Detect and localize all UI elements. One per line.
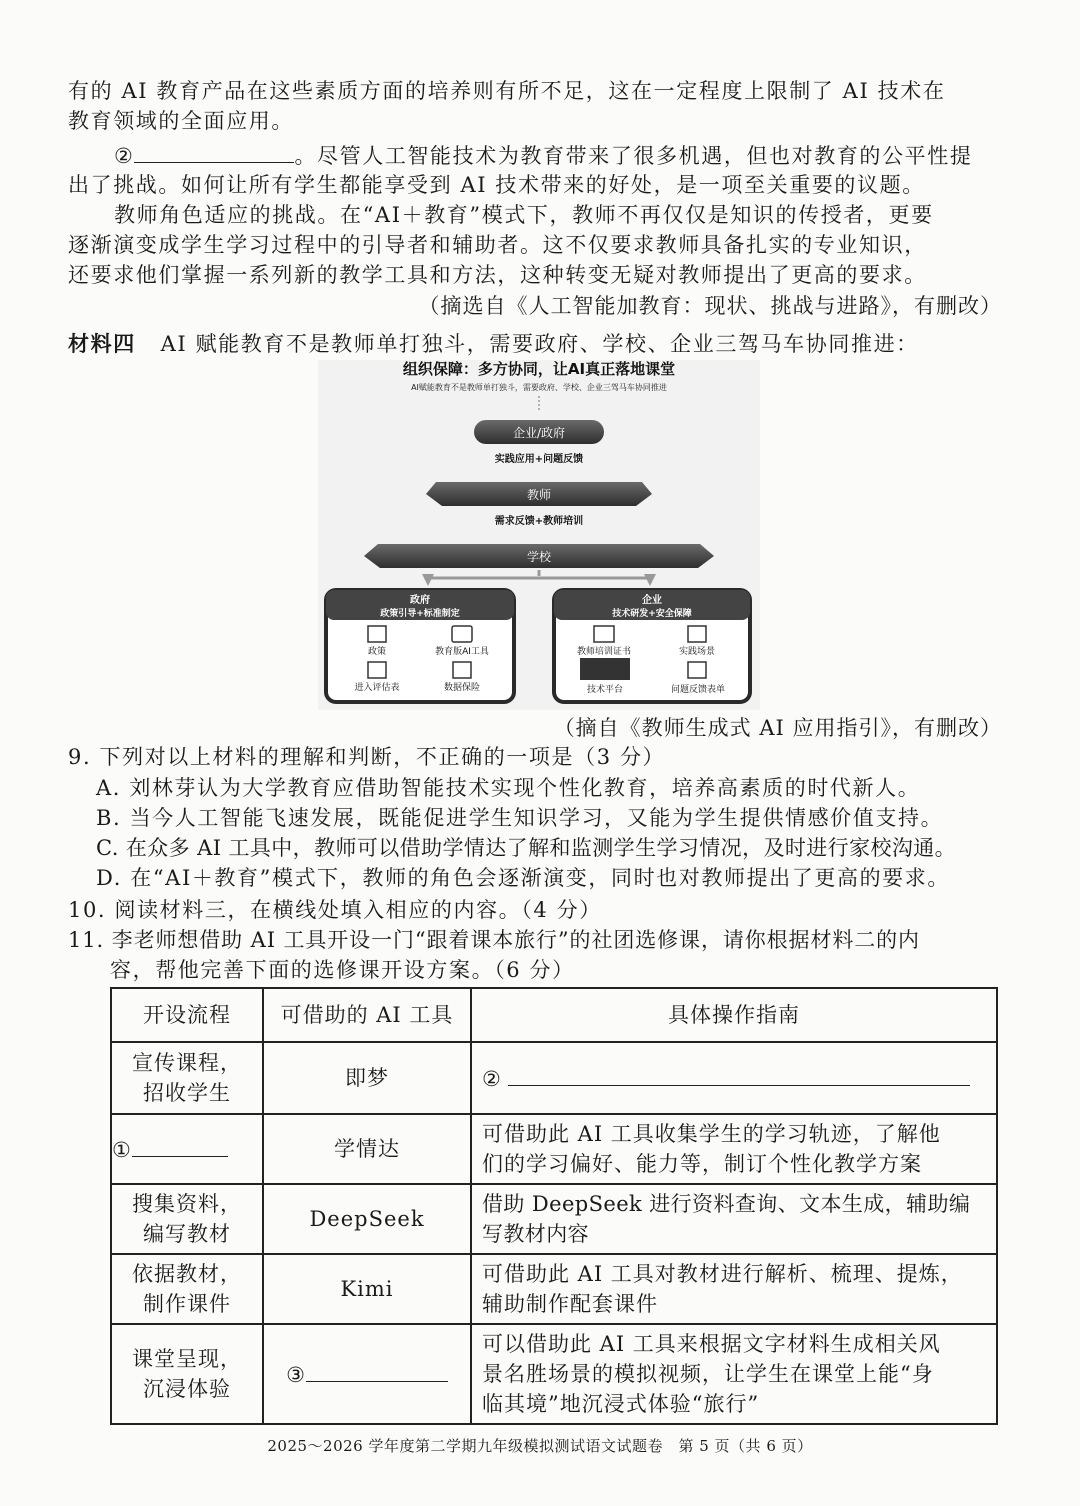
blank-mark-2: ② xyxy=(482,1066,502,1091)
material3-blank-paragraph xyxy=(114,140,1004,171)
row4-guide-b: 辅助制作配套课件 xyxy=(482,1292,658,1316)
ent-item-2: 技术平台 xyxy=(586,685,624,695)
row1-guide xyxy=(471,1042,997,1114)
gov-title: 政府 xyxy=(410,595,430,606)
material3-line2: 教育领域的全面应用。 xyxy=(68,109,294,133)
material3-p2-text: 。尽管人工智能技术为教育带来了很多机遇，但也对教育的公平性提 xyxy=(294,144,973,168)
ent-subtitle: 技术研发+安全保障 xyxy=(612,609,692,619)
table-header-row xyxy=(111,988,997,1042)
answer-blank-3[interactable] xyxy=(306,1359,448,1382)
tier2-label: 教师 xyxy=(526,488,552,502)
row5-guide-b: 景名胜场景的模拟视频，让学生在课堂上能“身 xyxy=(482,1362,934,1386)
org-support-diagram xyxy=(318,360,760,710)
row1-step-a: 宣传课程， xyxy=(132,1051,242,1075)
answer-blank[interactable] xyxy=(134,140,294,163)
q11-line2: 容，帮他完善下面的选修课开设方案。（6 分） xyxy=(110,958,575,982)
q9-option-b: B. 当今人工智能飞速发展，既能促进学生知识学习，又能为学生提供情感价值支持。 xyxy=(96,806,944,830)
material3-p3-line3: 还要求他们掌握一系列新的教学工具和方法，这种转变无疑对教师提出了更高的要求。 xyxy=(68,263,927,287)
ent-item-3: 问题反馈表单 xyxy=(670,685,726,695)
blank-mark-2: ② xyxy=(114,144,135,168)
arrow1-label: 实践应用+问题反馈 xyxy=(494,454,584,465)
gov-item-3: 数据保险 xyxy=(443,683,481,693)
ent-item-0: 教师培训证书 xyxy=(576,647,632,657)
arrow2-label: 需求反馈+教师培训 xyxy=(494,516,584,527)
material4-intro xyxy=(68,329,1003,359)
tier1-label: 企业/政府 xyxy=(512,426,566,440)
table-row xyxy=(111,1042,997,1114)
row4-step-a: 依据教材， xyxy=(132,1262,242,1286)
row5-guide-a: 可以借助此 AI 工具来根据文字材料生成相关风 xyxy=(482,1332,941,1356)
row5-step-a: 课堂呈现， xyxy=(132,1347,242,1371)
q10: 10. 阅读材料三，在横线处填入相应的内容。（4 分） xyxy=(68,898,602,922)
table-row xyxy=(111,1184,997,1254)
gov-item-1: 教育版AI工具 xyxy=(435,647,489,657)
q9-option-d: D. 在“AI＋教育”模式下，教师的角色会逐渐演变，同时也对教师提出了更高的要求。 xyxy=(96,866,950,890)
material4-source: （摘自《教师生成式 AI 应用指引》，有删改） xyxy=(553,716,1002,740)
ent-item-1: 实践场景 xyxy=(678,647,716,657)
answer-blank-1[interactable] xyxy=(132,1134,228,1157)
gov-item-2: 进入评估表 xyxy=(354,683,400,693)
row4-step-b: 制作课件 xyxy=(143,1292,231,1316)
q9-stem: 9. 下列对以上材料的理解和判断，不正确的一项是（3 分） xyxy=(68,745,666,769)
row3-tool: DeepSeek xyxy=(263,1184,471,1254)
answer-blank-2[interactable] xyxy=(508,1063,970,1086)
row3-guide-b: 写教材内容 xyxy=(482,1222,589,1246)
table-row xyxy=(111,1114,997,1184)
q9-option-c: C. 在众多 AI 工具中，教师可以借助学情达了解和监测学生学习情况，及时进行家校沟通。 xyxy=(96,836,957,860)
row5-step xyxy=(111,1324,263,1424)
course-plan-table xyxy=(110,987,998,1425)
material3-line1: 有的 AI 教育产品在这些素质方面的培养则有所不足，这在一定程度上限制了 AI 技术在 xyxy=(68,79,946,103)
row3-guide-a: 借助 DeepSeek 进行资料查询、文本生成，辅助编 xyxy=(482,1192,971,1216)
row5-guide-c: 临其境”地沉浸式体验“旅行” xyxy=(482,1392,760,1416)
row5-guide xyxy=(471,1324,997,1424)
tech-platform-icon xyxy=(580,658,630,680)
row4-step xyxy=(111,1254,263,1324)
header-step: 开设流程 xyxy=(111,988,263,1042)
material3-p2-line2: 出了挑战。如何让所有学生都能享受到 AI 技术带来的好处，是一项至关重要的议题。 xyxy=(68,173,925,197)
gov-item-0: 政策 xyxy=(367,647,387,657)
page-footer: 2025～2026 学年度第二学期九年级模拟测试语文试题卷 第 5 页（共 6 页） xyxy=(267,1437,813,1455)
gov-subtitle: 政策引导+标准制定 xyxy=(380,609,460,619)
row2-step xyxy=(111,1114,263,1184)
q11-line1: 11. 李老师想借助 AI 工具开设一门“跟着课本旅行”的社团选修课，请你根据材料二的内 xyxy=(68,928,920,952)
material3-p3-line2: 逐渐演变成学生学习过程中的引导者和辅助者。这不仅要求教师具备扎实的专业知识， xyxy=(68,233,927,257)
material3-p3-line1: 教师角色适应的挑战。在“AI＋教育”模式下，教师不再仅仅是知识的传授者，更要 xyxy=(114,203,934,227)
tier3-label: 学校 xyxy=(526,550,552,564)
row4-guide xyxy=(471,1254,997,1324)
material4-intro-text: AI 赋能教育不是教师单打独斗，需要政府、学校、企业三驾马车协同推进： xyxy=(160,332,919,356)
material3-source: （摘选自《人工智能加教育：现状、挑战与进路》，有删改） xyxy=(418,294,1002,318)
row3-guide xyxy=(471,1184,997,1254)
blank-mark-3: ③ xyxy=(286,1362,306,1387)
diagram-svg xyxy=(318,360,760,710)
row2-guide-a: 可借助此 AI 工具收集学生的学习轨迹，了解他 xyxy=(482,1122,941,1146)
q9-option-a: A. 刘林芽认为大学教育应借助智能技术实现个性化教育，培养高素质的时代新人。 xyxy=(96,776,921,800)
row1-tool: 即梦 xyxy=(263,1042,471,1114)
row5-step-b: 沉浸体验 xyxy=(143,1377,231,1401)
row5-tool xyxy=(263,1324,471,1424)
row3-step-a: 搜集资料， xyxy=(132,1192,242,1216)
blank-mark-1: ① xyxy=(112,1137,132,1162)
row3-step xyxy=(111,1184,263,1254)
ent-title: 企业 xyxy=(642,595,662,606)
row2-guide-b: 们的学习偏好、能力等，制订个性化教学方案 xyxy=(482,1152,922,1176)
enterprise-box xyxy=(554,590,750,702)
row3-step-b: 编写教材 xyxy=(143,1222,231,1246)
table-row xyxy=(111,1324,997,1424)
gov-box xyxy=(326,590,514,702)
diagram-title: 组织保障：多方协同，让AI真正落地课堂 xyxy=(402,360,676,378)
diagram-subtitle: AI赋能教育不是教师单打独斗，需要政府、学校、企业三驾马车协同推进 xyxy=(411,383,667,392)
row2-guide xyxy=(471,1114,997,1184)
header-tool: 可借助的 AI 工具 xyxy=(263,988,471,1042)
material4-label: 材料四 xyxy=(68,331,136,356)
table-row xyxy=(111,1254,997,1324)
row4-guide-a: 可借助此 AI 工具对教材进行解析、梳理、提炼， xyxy=(482,1262,963,1286)
header-guide: 具体操作指南 xyxy=(471,988,997,1042)
row1-step xyxy=(111,1042,263,1114)
row2-tool: 学情达 xyxy=(263,1114,471,1184)
row1-step-b: 招收学生 xyxy=(143,1081,231,1105)
row4-tool: Kimi xyxy=(263,1254,471,1324)
